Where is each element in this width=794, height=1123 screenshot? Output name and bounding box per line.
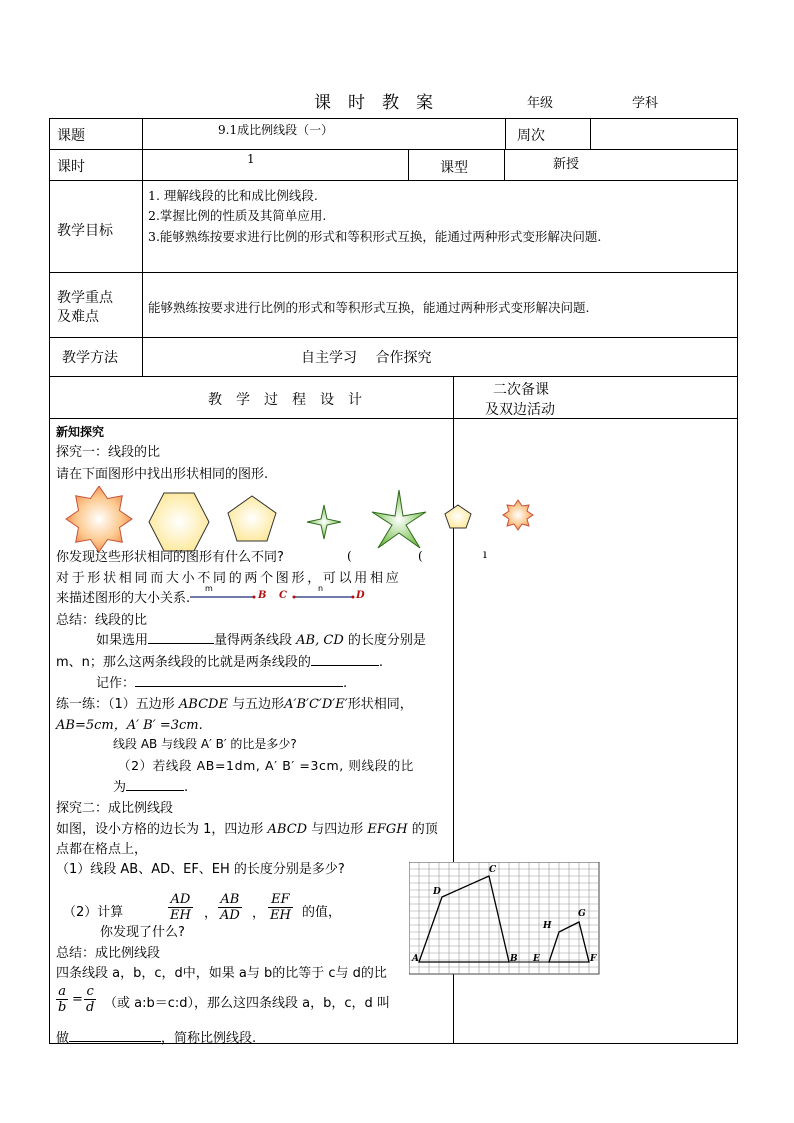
type-value: 新授 — [553, 157, 580, 172]
fraction-c-d: $\frac{c}{d}$ — [86, 984, 95, 1015]
star8-large — [66, 486, 132, 552]
goal-item: 2.掌握比例的性质及其简单应用. — [148, 208, 327, 223]
paragraph-shape-2: 来描述图形的大小关系. — [56, 591, 191, 606]
topic-value: 9.1成比例线段（一） — [218, 123, 334, 137]
grade-label: 年级 — [527, 96, 554, 111]
hours-value: 1 — [247, 152, 255, 166]
fraction-ab-ad: $\frac{AB}{AD}$ — [220, 892, 240, 923]
paragraph-shape: 对于形状相同而大小不同的两个图形，可以用相应 — [56, 571, 402, 586]
keypoints-label: 教学重点 — [57, 290, 113, 306]
star4-large — [372, 490, 426, 548]
keypoints-text: 能够熟练按要求进行比例的形式和等积形式互换，能通过两种形式变形解决问题. — [148, 300, 590, 315]
summary-line-1: 如果选用 量得两条线段 AB, CD 的长度分别是 — [96, 633, 426, 648]
grid-figure — [409, 862, 601, 976]
summary2-line-1: 四条线段 a，b，c，d中，如果 a与 b的比等于 c与 d的比 — [56, 966, 387, 981]
practice-line-2: AB=5cm，A′ B′ =3cm. — [56, 718, 203, 733]
explore1-title: 探究一：线段的比 — [56, 445, 161, 460]
mark-paren: ( — [347, 549, 352, 563]
topic-label: 课题 — [57, 128, 85, 144]
pentagon-large — [228, 496, 276, 541]
method-label: 教学方法 — [62, 350, 118, 366]
grid-label-f: F — [590, 954, 597, 964]
blank-field — [135, 674, 343, 687]
section-title: 新知探究 — [56, 425, 105, 439]
secondary-label: 二次备课 — [493, 382, 549, 398]
fraction-ad-eh: $\frac{AD}{EH}$ — [170, 892, 191, 923]
grid-label-h: H — [543, 921, 552, 931]
blank-field — [69, 1029, 161, 1042]
equals-sign: = — [72, 992, 83, 1007]
explore2-question-1: （1）线段 AB、AD、EF、EH 的长度分别是多少? — [56, 862, 345, 877]
practice-line-4: （2）若线段 AB=1dm, A′ B′ =3cm, 则线段的比 — [118, 758, 414, 773]
summary-label: 总结：线段的比 — [56, 613, 148, 628]
segment-label-n: n — [318, 584, 324, 593]
practice-line-1: 练一练：（1）五边形 ABCDE 与五边形A′B′C′D′E′形状相同， — [56, 697, 413, 712]
comma-separator: ， — [252, 906, 266, 921]
mark-paren: ( — [418, 549, 423, 563]
grid-label-e: E — [533, 954, 540, 964]
pentagon-small — [445, 505, 471, 528]
grid-label-c: C — [489, 865, 497, 875]
fraction-ef-eh: $\frac{EF}{EH}$ — [270, 892, 291, 923]
practice-line-3: 线段 AB 与线段 A′ B′ 的比是多少? — [113, 737, 297, 751]
summary2-line-2: （或 a:b＝c:d），那么这四条线段 a，b，c，d 叫 — [104, 996, 390, 1011]
blank-field — [311, 653, 379, 666]
summary-line-2: m、n；那么这两条线段的比就是两条线段的 . — [56, 655, 384, 670]
point-label-c: C — [279, 590, 287, 601]
goal-item: 3.能够熟练按要求进行比例的形式和等积形式互换，能通过两种形式变形解决问题. — [148, 229, 602, 244]
mark-tick: ı — [483, 547, 487, 561]
type-label: 课型 — [440, 160, 468, 176]
summary2-label: 总结：成比例线段 — [56, 946, 161, 961]
explore2-question-2-find: 你发现了什么? — [100, 925, 185, 940]
grid-label-a: A — [412, 954, 419, 964]
secondary-label-2: 及双边活动 — [485, 402, 555, 418]
grid-label-d: D — [433, 887, 441, 897]
hexagon-large — [149, 493, 209, 551]
explore2-line-1: 如图，设小方格的边长为 1，四边形 ABCD 与四边形 EFGH 的顶 — [56, 822, 438, 837]
blank-field — [126, 778, 184, 791]
blank-field — [148, 631, 214, 644]
point-label-b: B — [258, 590, 267, 601]
explore2-title: 探究二：成比例线段 — [56, 801, 174, 816]
segment-label-m: m — [205, 584, 213, 593]
process-label: 教 学 过 程 设 计 — [208, 392, 362, 408]
grid-label-g: G — [578, 909, 586, 919]
star8-small — [503, 500, 533, 530]
grid-label-b: B — [510, 954, 518, 964]
hours-label: 课时 — [57, 159, 85, 175]
question-difference: 你发现这些形状相同的图形有什么不同? — [56, 550, 284, 565]
point-label-d: D — [356, 590, 365, 601]
summary2-line-3: 做 ，简称比例线段. — [56, 1031, 257, 1046]
goal-item: 1. 理解线段的比和成比例线段. — [148, 188, 318, 203]
subject-label: 学科 — [632, 96, 659, 111]
method-value: 自主学习 合作探究 — [301, 350, 432, 366]
explore2-question-2-end: 的值， — [302, 905, 342, 920]
practice-line-5: 为 . — [113, 780, 189, 795]
explore2-line-2: 点都在格点上， — [56, 842, 148, 857]
fraction-a-b: $\frac{a}{b}$ — [58, 984, 67, 1015]
keypoints-label-2: 及难点 — [57, 309, 99, 325]
week-label: 周次 — [517, 128, 545, 144]
star4-small — [307, 505, 341, 539]
explore1-intro: 请在下面图形中找出形状相同的图形. — [56, 467, 269, 482]
page-title: 课 时 教 案 — [314, 93, 433, 113]
goals-label: 教学目标 — [57, 223, 113, 239]
comma-separator: ， — [204, 906, 218, 921]
explore2-question-2: （2）计算 — [63, 905, 124, 920]
notation-line: 记作： . — [96, 676, 348, 691]
